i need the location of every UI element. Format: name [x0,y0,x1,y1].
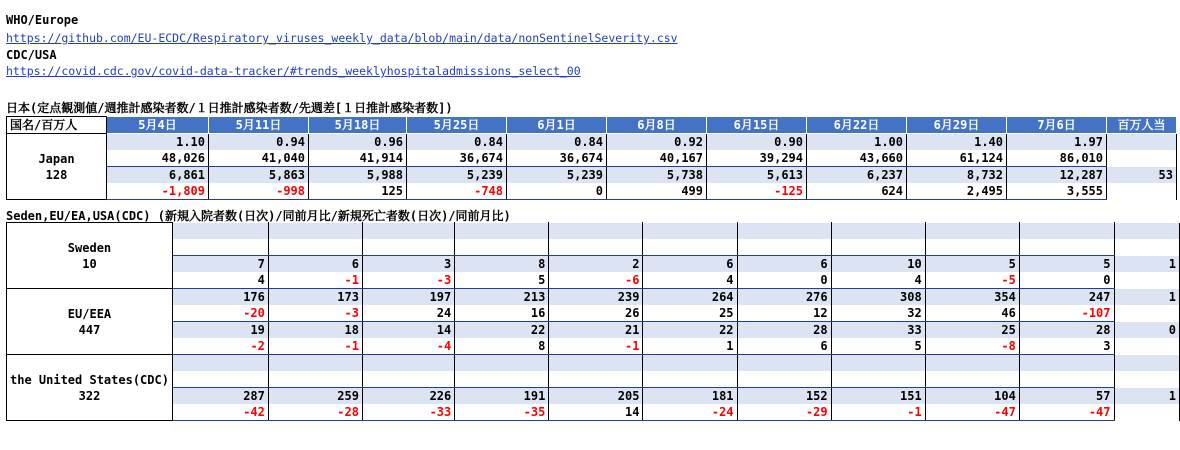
country-name: Sweden [67,240,112,255]
table-cell: 0.90 [707,134,807,151]
table-cell: 0 [1019,272,1114,289]
table-cell: -107 [1019,305,1114,322]
table-cell [455,223,549,240]
table-cell: 0.92 [607,134,707,151]
cdc-source-link[interactable]: https://covid.cdc.gov/covid-data-tracker/#trends_weeklyhospitaladmissions_select_00 [6,64,581,78]
table-row [7,150,1177,167]
table-cell: 6,861 [107,167,209,184]
table-cell: -1 [831,404,925,421]
table-cell: -1,809 [107,183,209,200]
table-cell: 61,124 [907,150,1007,167]
table-cell: 1 [643,338,737,355]
table-cell: -42 [172,404,268,421]
per-million-cell: 53 [1107,167,1177,184]
table-cell [268,371,362,388]
table-cell [455,371,549,388]
table-cell: 3,555 [1007,183,1107,200]
table-cell: -998 [209,183,309,200]
table-cell: 0 [737,272,831,289]
table-cell: 176 [172,289,268,306]
header-date-2: 5月11日 [209,117,309,134]
table-cell: 276 [737,289,831,306]
table-cell: 0.94 [209,134,309,151]
per-million-cell [1114,305,1180,322]
table-cell: 5,239 [507,167,607,184]
table-cell: 1.10 [107,134,209,151]
table-cell: -2 [172,338,268,355]
table-cell: 125 [309,183,407,200]
header-country-label: 国名/百万人 [7,117,107,134]
table-cell [362,355,454,372]
table-cell [1019,239,1114,256]
table-cell: -33 [362,404,454,421]
table-cell [362,371,454,388]
table-cell [549,371,643,388]
per-million-cell [1114,355,1180,372]
per-million-cell [1114,371,1180,388]
table-cell [1019,223,1114,240]
table-cell: 5,988 [309,167,407,184]
per-million-cell [1114,223,1180,240]
table-cell: 2 [549,256,643,273]
table-cell [831,355,925,372]
table-cell: 8 [455,338,549,355]
eu-section-title: Seden,EU/EA,USA(CDC) (新規入院者数(日次)/同前月比/新規死亡者数(日次)/同前月比) [6,209,511,223]
table-cell: 57 [1019,388,1114,405]
header-date-5: 6月1日 [507,117,607,134]
table-cell: 43,660 [807,150,907,167]
table-cell: 3 [362,256,454,273]
table-cell [268,355,362,372]
table-cell: 5 [925,256,1019,273]
japan-country-cell [7,134,107,200]
table-cell: 6 [268,256,362,273]
table-cell: 26 [549,305,643,322]
table-cell: -3 [362,272,454,289]
who-source-link[interactable]: https://github.com/EU-ECDC/Respiratory_viruses_weekly_data/blob/main/data/nonSentinelSeverity.csv [6,31,678,45]
table-cell: 624 [807,183,907,200]
table-cell: 41,914 [309,150,407,167]
japan-table [6,116,1177,200]
table-row [7,167,1177,184]
header-date-10: 7月6日 [1007,117,1107,134]
table-cell [1019,371,1114,388]
table-cell: -3 [268,305,362,322]
header-date-7: 6月15日 [707,117,807,134]
table-cell: 1.40 [907,134,1007,151]
table-cell [1019,355,1114,372]
table-cell [268,223,362,240]
table-cell: -5 [925,272,1019,289]
table-cell [455,355,549,372]
table-cell: -748 [407,183,507,200]
table-cell: 5,613 [707,167,807,184]
table-cell: 6 [737,338,831,355]
table-cell: 104 [925,388,1019,405]
table-row [7,223,1180,240]
table-cell: 5 [455,272,549,289]
table-cell [172,371,268,388]
table-cell: 5 [1019,256,1114,273]
table-row [7,371,1180,388]
table-cell: 6,237 [807,167,907,184]
table-cell [549,355,643,372]
header-per-million-label: 百万人当 [1107,117,1177,134]
table-cell [925,371,1019,388]
table-cell: -1 [549,338,643,355]
table-cell: 32 [831,305,925,322]
table-cell: 24 [362,305,454,322]
header-date-9: 6月29日 [907,117,1007,134]
table-cell: 1.00 [807,134,907,151]
table-cell: 40,167 [607,150,707,167]
table-cell: 5 [831,338,925,355]
table-cell: 5,239 [407,167,507,184]
table-row [7,289,1180,306]
table-cell: 28 [1019,322,1114,339]
table-cell: 181 [643,388,737,405]
table-cell [925,223,1019,240]
table-cell: -24 [643,404,737,421]
table-cell: 213 [455,289,549,306]
table-cell: 19 [172,322,268,339]
table-cell [737,371,831,388]
per-million-cell [1114,338,1180,355]
table-cell: -4 [362,338,454,355]
table-cell [737,355,831,372]
table-cell [831,239,925,256]
table-cell: 173 [268,289,362,306]
table-cell: 197 [362,289,454,306]
table-cell: 259 [268,388,362,405]
header-date-8: 6月22日 [807,117,907,134]
per-million-cell [1114,404,1180,421]
per-million-cell [1107,183,1177,200]
table-cell: 12 [737,305,831,322]
table-row [7,305,1180,322]
table-cell: 25 [643,305,737,322]
table-cell: -47 [1019,404,1114,421]
table-cell: 5,863 [209,167,309,184]
table-cell: -8 [925,338,1019,355]
header-date-4: 5月25日 [407,117,507,134]
table-cell [737,223,831,240]
table-cell: 0.84 [507,134,607,151]
eu-usa-table [6,222,1180,421]
table-row [7,338,1180,355]
table-cell: 48,026 [107,150,209,167]
per-million-cell [1107,134,1177,151]
per-million-cell: 1 [1114,256,1180,273]
table-cell: 264 [643,289,737,306]
table-cell [549,223,643,240]
country-population: 10 [82,256,97,271]
table-cell: 4 [831,272,925,289]
table-cell: -1 [268,338,362,355]
table-cell: 16 [455,305,549,322]
table-cell: 28 [737,322,831,339]
who-label: WHO/Europe [6,13,79,27]
table-cell [643,371,737,388]
table-cell: 0.84 [407,134,507,151]
sweden-country-cell [7,223,173,289]
per-million-cell: 1 [1114,388,1180,405]
eu-country-cell [7,289,173,355]
table-cell: 21 [549,322,643,339]
table-row [7,183,1177,200]
table-row [7,256,1180,273]
table-cell [172,223,268,240]
table-row [7,134,1177,151]
table-cell: 41,040 [209,150,309,167]
table-cell: 1.97 [1007,134,1107,151]
country-name: EU/EEA [67,306,112,321]
table-row [7,388,1180,405]
table-cell [362,223,454,240]
per-million-cell [1114,272,1180,289]
table-cell: 36,674 [507,150,607,167]
table-cell: 0 [507,183,607,200]
table-cell: 39,294 [707,150,807,167]
table-cell: 14 [549,404,643,421]
table-cell: -28 [268,404,362,421]
table-row [7,272,1180,289]
table-cell: 5,738 [607,167,707,184]
per-million-cell: 1 [1114,289,1180,306]
table-cell: -35 [455,404,549,421]
per-million-cell [1107,150,1177,167]
country-name: the United States(CDC) [10,372,169,387]
table-row [7,355,1180,372]
table-row [7,404,1180,421]
table-cell: 22 [643,322,737,339]
table-cell: 10 [831,256,925,273]
table-cell: 33 [831,322,925,339]
table-cell: 499 [607,183,707,200]
table-header-row [7,117,1177,134]
table-cell: 354 [925,289,1019,306]
table-cell: 46 [925,305,1019,322]
table-cell [172,239,268,256]
table-cell: 6 [737,256,831,273]
table-cell: 247 [1019,289,1114,306]
table-cell: -1 [268,272,362,289]
table-cell [268,239,362,256]
table-cell: -20 [172,305,268,322]
table-cell [643,239,737,256]
table-cell: -125 [707,183,807,200]
table-cell [831,371,925,388]
table-cell: 18 [268,322,362,339]
table-cell: 22 [455,322,549,339]
table-cell: 152 [737,388,831,405]
table-cell: 205 [549,388,643,405]
per-million-cell [1114,239,1180,256]
table-cell: 3 [1019,338,1114,355]
table-cell: 226 [362,388,454,405]
table-cell: 7 [172,256,268,273]
table-cell: 8,732 [907,167,1007,184]
table-cell: 86,010 [1007,150,1107,167]
table-cell: 14 [362,322,454,339]
table-cell: 2,495 [907,183,1007,200]
table-cell: 0.96 [309,134,407,151]
table-cell: 25 [925,322,1019,339]
country-population: 447 [78,322,101,337]
table-cell: 12,287 [1007,167,1107,184]
usa-country-cell [7,355,173,421]
country-population: 322 [78,388,101,403]
table-cell: 6 [643,256,737,273]
country-population: 128 [45,167,68,182]
table-cell [172,355,268,372]
table-cell: 308 [831,289,925,306]
table-cell: 4 [172,272,268,289]
table-cell: 8 [455,256,549,273]
header-date-1: 5月4日 [107,117,209,134]
table-cell [643,355,737,372]
table-cell [737,239,831,256]
table-cell: 191 [455,388,549,405]
table-cell: -47 [925,404,1019,421]
japan-section-title: 日本(定点観測値/週推計感染者数/１日推計感染者数/先週差[１日推計感染者数]) [6,101,453,115]
table-cell: -29 [737,404,831,421]
table-cell: 36,674 [407,150,507,167]
table-cell [455,239,549,256]
table-cell: -6 [549,272,643,289]
table-row [7,322,1180,339]
per-million-cell: 0 [1114,322,1180,339]
table-cell [549,239,643,256]
table-cell [831,223,925,240]
table-row [7,239,1180,256]
header-date-6: 6月8日 [607,117,707,134]
table-cell [925,355,1019,372]
table-cell [925,239,1019,256]
table-cell [643,223,737,240]
table-cell: 151 [831,388,925,405]
header-date-3: 5月18日 [309,117,407,134]
table-cell [362,239,454,256]
table-cell: 287 [172,388,268,405]
table-cell: 4 [643,272,737,289]
cdc-label: CDC/USA [6,48,57,62]
country-name: Japan [38,151,75,166]
table-cell: 239 [549,289,643,306]
